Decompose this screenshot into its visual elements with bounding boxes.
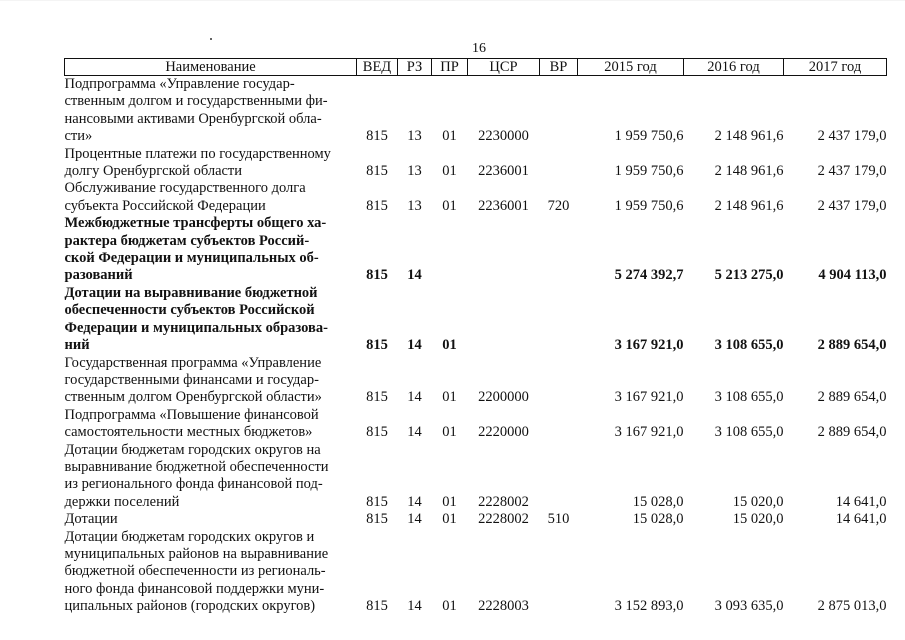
table-row [65,215,887,285]
cell-2017: 4 904 113,0 [818,267,887,284]
cell-rz: 13 [407,197,422,214]
table-row [65,285,887,355]
cell-2015: 3 167 921,0 [614,389,684,406]
table-row [65,407,887,442]
cell-pr: 01 [442,493,457,510]
cell-2016: 3 108 655,0 [714,337,784,354]
table-row [65,180,887,215]
cell-pr: 01 [442,197,457,214]
name-line: субъекта Российской Федерации [64,197,266,214]
cell-name [65,76,357,146]
cell-vr [540,529,578,616]
cell-vr [540,76,578,146]
header-2015: 2015 год [578,59,684,76]
header-ved: ВЕД [357,59,398,76]
cell-2016: 15 020,0 [732,493,784,510]
cell-pr: 01 [442,511,457,528]
cell-csr: 2200000 [478,389,529,406]
name-line: рактера бюджетам субъектов Россий- [64,232,310,249]
cell-name [65,215,357,285]
name-line: сти» [64,128,93,145]
cell-ved: 815 [366,598,388,615]
name-line: Подпрограмма «Управление государ- [64,76,295,92]
cell-rz: 14 [407,337,422,354]
cell-pr: 01 [442,389,457,406]
name-line: нансовыми активами Оренбургской обла- [64,110,322,127]
header-rz: РЗ [398,59,432,76]
cell-rz: 13 [407,128,422,145]
name-line: Обслуживание государственного долга [64,180,306,197]
header-2017: 2017 год [784,59,887,76]
cell-vr: 720 [547,197,570,214]
cell-csr [468,285,540,355]
name-line: Государственная программа «Управление [64,354,322,371]
table-row [65,355,887,407]
cell-2017: 2 437 179,0 [817,163,887,180]
cell-csr: 2230000 [478,128,529,145]
header-vr: ВР [540,59,578,76]
cell-csr: 2236001 [478,197,529,214]
header-pr: ПР [432,59,468,76]
name-line: ственным долгом Оренбургской области» [64,389,322,406]
cell-vr: 510 [547,511,570,528]
cell-rz: 14 [407,424,422,441]
name-line: ской Федерации и муниципальных об- [64,250,319,267]
name-line: Процентные платежи по государственному [64,145,331,162]
cell-2016: 5 213 275,0 [714,267,784,284]
cell-ved: 815 [366,163,388,180]
table-header-row [65,59,887,76]
cell-2017: 2 889 654,0 [817,337,887,354]
cell-rz: 13 [407,163,422,180]
cell-2015: 5 274 392,7 [614,267,684,284]
cell-name [65,180,357,215]
cell-csr: 2236001 [478,163,529,180]
name-line: Дотации на выравнивание бюджетной [64,284,318,301]
cell-ved: 815 [366,337,388,354]
cell-ved: 815 [366,493,388,510]
cell-2015: 15 028,0 [632,493,684,510]
cell-ved: 815 [366,267,388,284]
name-line: Дотации [64,511,118,528]
cell-vr [540,407,578,442]
name-line: самостоятельности местных бюджетов» [64,424,313,441]
cell-2015: 3 152 893,0 [614,598,684,615]
cell-csr: 2228002 [478,493,529,510]
table-row [65,146,887,181]
name-line: выравнивание бюджетной обеспеченности [64,458,329,475]
cell-name [65,442,357,512]
cell-ved: 815 [366,389,388,406]
cell-2015: 1 959 750,6 [614,163,684,180]
cell-2016: 2 148 961,6 [714,128,784,145]
table-row [65,442,887,512]
cell-2015: 15 028,0 [632,511,684,528]
cell-vr [540,442,578,512]
cell-2016: 2 148 961,6 [714,197,784,214]
cell-2015: 1 959 750,6 [614,197,684,214]
name-line: Подпрограмма «Повышение финансовой [64,406,319,423]
cell-2017: 14 641,0 [835,511,887,528]
cell-vr [540,146,578,181]
header-name: Наименование [65,59,357,76]
cell-pr: 01 [442,598,457,615]
name-line: держки поселений [64,493,180,510]
cell-2017: 2 875 013,0 [817,598,887,615]
cell-pr: 01 [442,424,457,441]
cell-name [65,407,357,442]
name-line: бюджетной обеспеченности из региональ- [64,563,326,580]
name-line: ного фонда финансовой поддержки муни- [64,580,325,597]
cell-2016: 3 108 655,0 [714,389,784,406]
header-2016: 2016 год [684,59,784,76]
cell-rz: 14 [407,267,422,284]
cell-2015: 3 167 921,0 [614,424,684,441]
cell-2017: 2 889 654,0 [817,389,887,406]
table-row [65,511,887,528]
table-row [65,529,887,616]
cell-2016: 3 093 635,0 [714,598,784,615]
cell-rz: 14 [407,598,422,615]
name-line: обеспеченности субъектов Российской [64,302,315,319]
cell-csr [468,215,540,285]
cell-2016: 2 148 961,6 [714,163,784,180]
cell-name [65,146,357,181]
name-line: ципальных районов (городских округов) [64,598,316,615]
cell-csr: 2220000 [478,424,529,441]
cell-pr [432,215,468,285]
cell-ved: 815 [366,197,388,214]
table-body [65,76,887,616]
cell-name [65,529,357,616]
table-row [65,76,887,146]
name-line: долгу Оренбургской области [64,163,243,180]
cell-csr: 2228002 [478,511,529,528]
cell-vr [540,355,578,407]
name-line: Дотации бюджетам городских округов на [64,441,321,458]
name-line: муниципальных районов на выравнивание [64,545,329,562]
cell-2015: 3 167 921,0 [614,337,684,354]
cell-rz: 14 [407,511,422,528]
cell-vr [540,285,578,355]
cell-2017: 2 889 654,0 [817,424,887,441]
budget-table [64,58,887,616]
name-line: Федерации и муниципальных образова- [64,319,328,336]
cell-name [65,285,357,355]
cell-ved: 815 [366,128,388,145]
name-line: Межбюджетные трансферты общего ха- [64,215,327,232]
cell-ved: 815 [366,424,388,441]
cell-vr [540,215,578,285]
cell-rz: 14 [407,493,422,510]
name-line: разований [64,267,133,284]
cell-2016: 3 108 655,0 [714,424,784,441]
cell-2016: 15 020,0 [732,511,784,528]
name-line: Дотации бюджетам городских округов и [64,528,315,545]
cell-name [65,511,357,528]
cell-2015: 1 959 750,6 [614,128,684,145]
cell-pr: 01 [442,337,457,354]
cell-pr: 01 [442,128,457,145]
cell-rz: 14 [407,389,422,406]
cell-pr: 01 [442,163,457,180]
cell-csr: 2228003 [478,598,529,615]
scan-speck [210,38,212,40]
name-line: ственным долгом и государственными фи- [64,93,328,110]
scan-edge [0,0,905,1]
cell-name [65,355,357,407]
name-line: государственными финансами и государ- [64,371,319,388]
cell-ved: 815 [366,511,388,528]
cell-2017: 2 437 179,0 [817,197,887,214]
page-number: 16 [472,41,486,56]
name-line: ний [64,337,90,354]
cell-2017: 14 641,0 [835,493,887,510]
header-csr: ЦСР [468,59,540,76]
cell-2017: 2 437 179,0 [817,128,887,145]
name-line: из регионального фонда финансовой под- [64,476,323,493]
